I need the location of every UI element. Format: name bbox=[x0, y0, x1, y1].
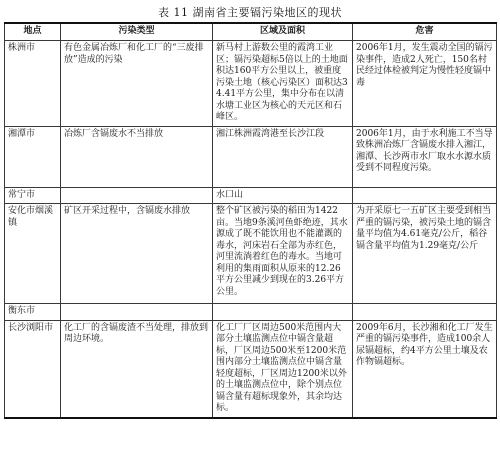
cell-place: 湘潭市 bbox=[5, 126, 61, 187]
table-row bbox=[5, 304, 497, 321]
cell-place: 长沙浏阳市 bbox=[5, 320, 61, 418]
header-type: 污染类型 bbox=[61, 23, 213, 41]
table-row bbox=[5, 204, 497, 304]
cadmium-pollution-table bbox=[4, 22, 497, 419]
cell-area: 新马村上游数公里的霞湾工业区；镉污染超标5倍以上的土地面积达160平方公里以上，被重度污染土地（核心污染区）面积达34.41平方公里，集中分布在以清水塘工业区为核心的天元区和石峰区。 bbox=[213, 41, 353, 127]
table-caption: 表 11 湖南省主要镉污染地区的现状 bbox=[158, 6, 342, 19]
table-row bbox=[5, 187, 497, 204]
cell-area: 化工厂厂区周边500米范围内大部分土壤监测点位中镉含量超标，厂区周边500米至1200米范围内部分土壤监测点位中镉含量轻度超标，厂区周边1200米以外的土壤监测点位中，除个别点位镉含量有超标现象外，其余均达标。 bbox=[213, 320, 353, 418]
cell-area: 整个矿区被污染的稻田为1422亩。当地9条溪河鱼虾绝迹，其水源成了既不能饮用也不能灌溉的毒水，河床岩石全部为赤红色，河里流淌着红色的毒水。当地可利用的集雨面积从原来的12.26平方公里减少到现在的3.26平方公里。 bbox=[213, 204, 353, 304]
cell-harm bbox=[353, 304, 497, 321]
cell-place: 株洲市 bbox=[5, 41, 61, 127]
cell-place: 衡东市 bbox=[5, 304, 61, 321]
header-area: 区域及面积 bbox=[213, 23, 353, 41]
cell-harm: 2009年6月，长沙湘和化工厂发生严重的镉污染事件，造成100余人尿镉超标，约4平方公里土壤及农作物镉超标。 bbox=[353, 320, 497, 418]
header-harm: 危害 bbox=[353, 23, 497, 41]
cell-place: 常宁市 bbox=[5, 187, 61, 204]
cell-harm bbox=[353, 187, 497, 204]
header-row bbox=[5, 23, 497, 41]
header-place: 地点 bbox=[5, 23, 61, 41]
cell-type: 化工厂的含镉废渣不当处理，排放到周边环境。 bbox=[61, 320, 213, 418]
cell-harm: 2006年1月，由于水利施工不当导致株洲冶炼厂含镉废水排入湘江，湘潭、长沙两市水厂取水水源水质受到不同程度污染。 bbox=[353, 126, 497, 187]
cell-area bbox=[213, 304, 353, 321]
cell-area: 湘江株洲霞湾港至长沙江段 bbox=[213, 126, 353, 187]
cell-type: 矿区开采过程中，含镉废水排放 bbox=[61, 204, 213, 304]
cell-type: 冶炼厂含镉废水不当排放 bbox=[61, 126, 213, 187]
cell-area: 水口山 bbox=[213, 187, 353, 204]
table-row bbox=[5, 41, 497, 127]
cell-type bbox=[61, 187, 213, 204]
cell-harm: 为开采原七一五矿区主要受到相当严重的镉污染，被污染土地的镉含量平均值为4.61毫克/公斤，稻谷镉含量平均值为1.29毫克/公斤 bbox=[353, 204, 497, 304]
cell-type bbox=[61, 304, 213, 321]
cell-type: 有色金属冶炼厂和化工厂的“三废排放”造成的污染 bbox=[61, 41, 213, 127]
table-row bbox=[5, 320, 497, 418]
table-row bbox=[5, 126, 497, 187]
cell-harm: 2006年1月，发生震动全国的镉污染事件，造成2人死亡，150名村民经过体检被判定为慢性轻度镉中毒 bbox=[353, 41, 497, 127]
cell-place: 安化市烟溪镇 bbox=[5, 204, 61, 304]
